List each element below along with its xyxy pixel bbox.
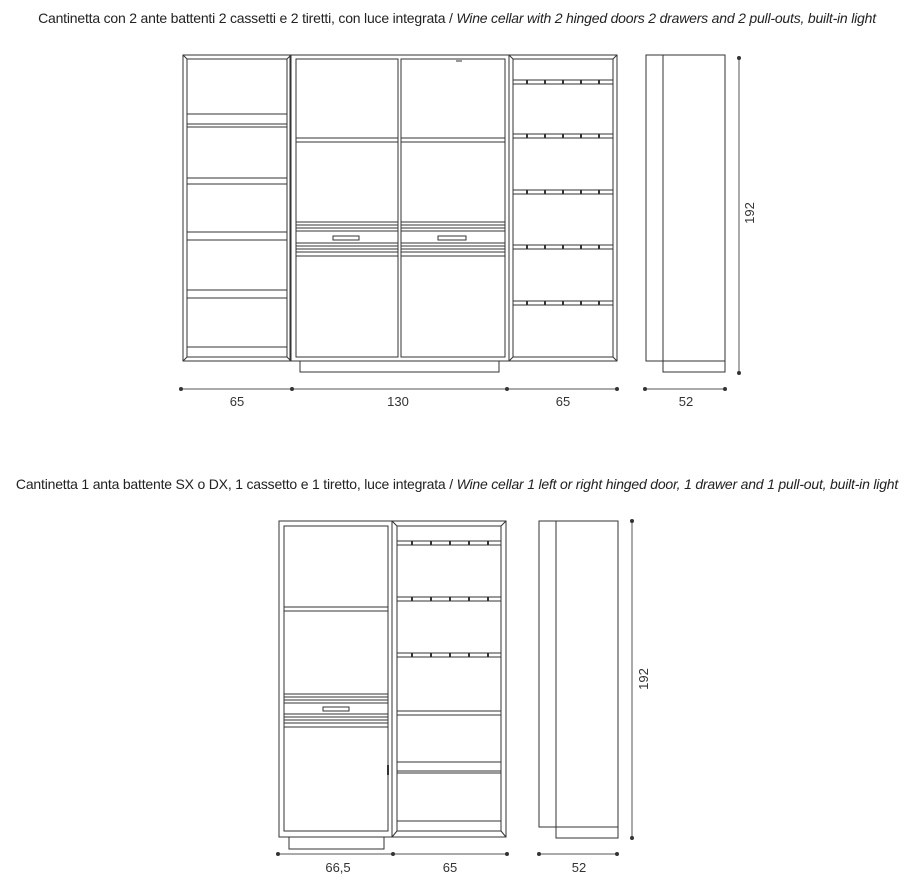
dim-single-depth: 52	[571, 860, 587, 875]
single-bottle-rack-unit	[392, 521, 506, 837]
plinth	[300, 361, 499, 372]
dim-height: 192	[742, 202, 757, 224]
double-dimension-lines	[181, 58, 739, 389]
single-door-unit	[279, 521, 392, 849]
dim-single-height: 192	[636, 668, 651, 690]
right-bottle-rack-unit	[509, 55, 617, 361]
dim-single-left-width: 66,5	[325, 860, 351, 875]
dim-single-right-width: 65	[442, 860, 458, 875]
caption-single-it: Cantinetta 1 anta battente SX o DX, 1 cassetto e 1 tiretto, luce integrata /	[15, 476, 453, 492]
dim-left-width: 65	[229, 394, 245, 409]
single-cabinet-side-view	[539, 521, 618, 838]
dim-center-width: 130	[387, 394, 409, 409]
single-cabinet-front	[279, 521, 506, 849]
single-dimension-lines	[278, 521, 632, 854]
dim-depth: 52	[678, 394, 694, 409]
caption-double-en: Wine cellar with 2 hinged doors 2 drawers and 2 pull-outs, built-in light	[456, 10, 876, 26]
drawer-handle-icon	[333, 236, 359, 240]
dimension-dots	[276, 519, 634, 856]
plinth	[289, 837, 384, 849]
double-cabinet-side-view	[646, 55, 725, 372]
dim-right-width: 65	[555, 394, 571, 409]
double-cabinet-front	[183, 55, 617, 372]
caption-double-it: Cantinetta con 2 ante battenti 2 cassetti e 2 tiretti, con luce integrata /	[38, 10, 453, 26]
left-shelf-unit	[183, 55, 291, 361]
rack-pegs	[411, 541, 489, 657]
drawer-right	[401, 222, 505, 256]
center-door-unit	[290, 55, 509, 372]
dimension-dots	[179, 56, 741, 391]
caption-single-en: Wine cellar 1 left or right hinged door, 1 drawer and 1 pull-out, built-in light	[456, 476, 899, 492]
drawer-handle-icon	[323, 707, 349, 711]
drawer-handle-icon	[438, 236, 466, 240]
drawer-left	[296, 222, 398, 256]
rack-pegs	[526, 80, 600, 305]
